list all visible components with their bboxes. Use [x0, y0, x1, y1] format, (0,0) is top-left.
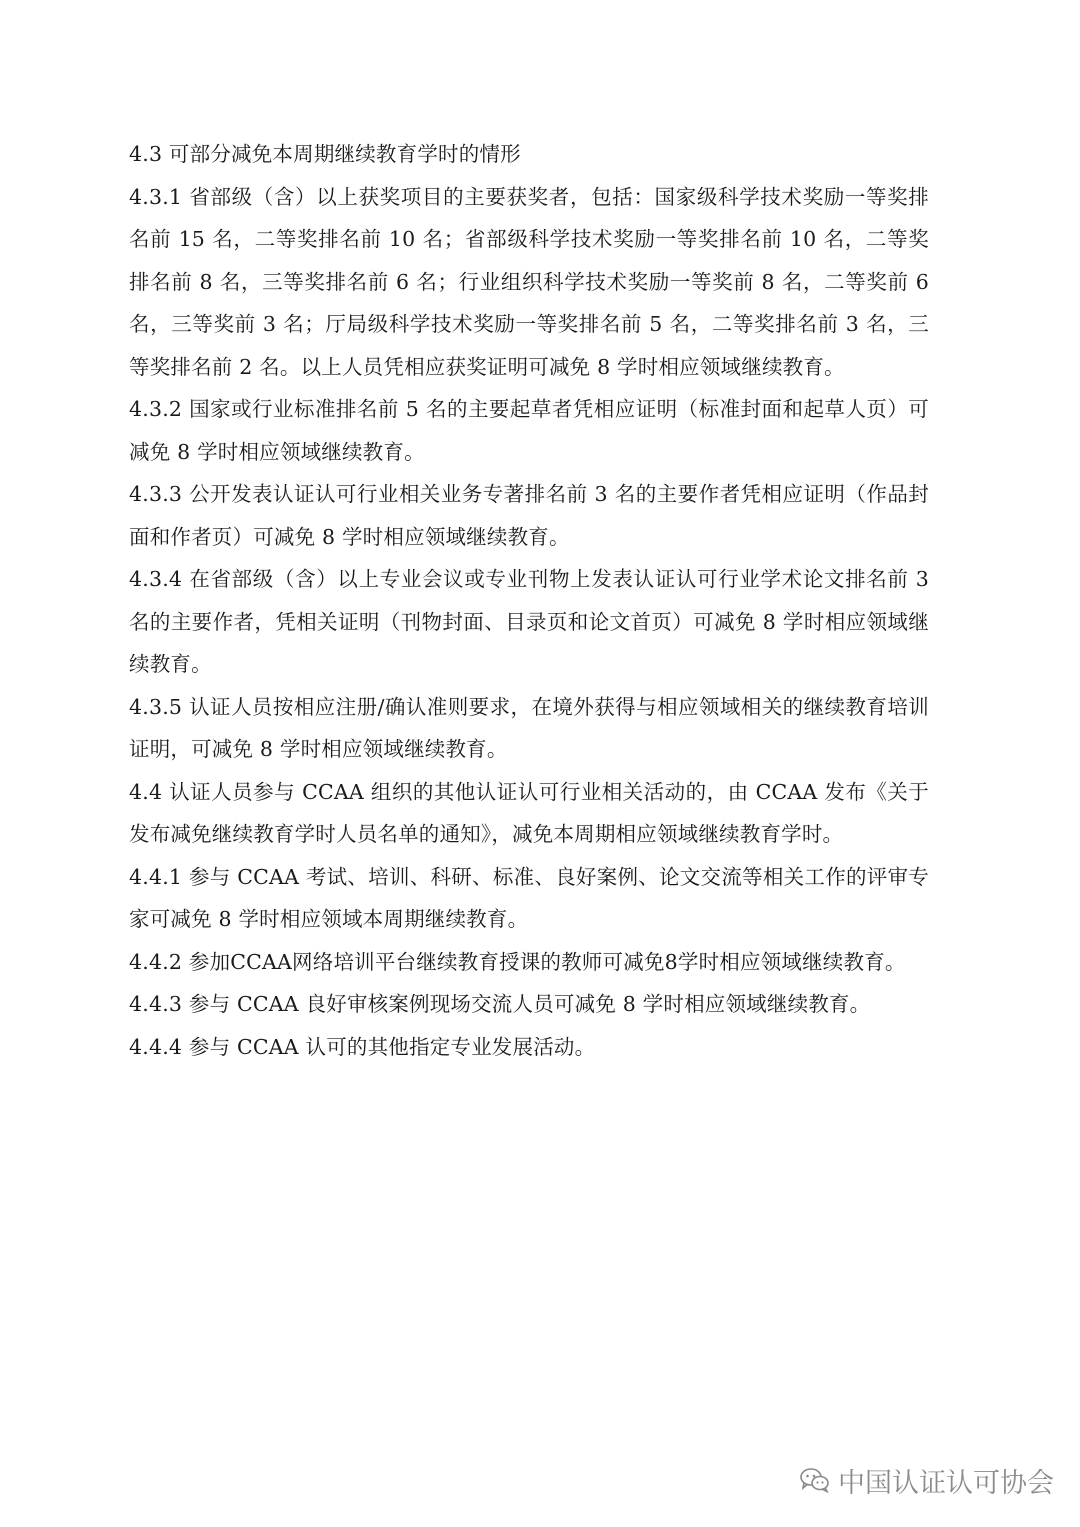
clause-4-3-4: 4.3.4 在省部级（含）以上专业会议或专业刊物上发表认证认可行业学术论文排名前 3 名的主要作者，凭相关证明（刊物封面、目录页和论文首页）可减免 8 学时相应领域继续教育。	[129, 567, 929, 676]
section-4-4: 4.4 认证人员参与 CCAA 组织的其他认证认可行业相关活动的，由 CCAA 发布《关于发布减免继续教育学时人员名单的通知》，减免本周期相应领域继续教育学时。	[129, 779, 929, 846]
clause-4-3-2: 4.3.2 国家或行业标准排名前 5 名的主要起草者凭相应证明（标准封面和起草人页）可减免 8 学时相应领域继续教育。	[129, 397, 929, 464]
document-body	[129, 133, 929, 1068]
clause-4-4-2: 4.4.2 参加CCAA网络培训平台继续教育授课的教师可减免8学时相应领域继续教育。	[129, 949, 906, 974]
clause-4-4-1: 4.4.1 参与 CCAA 考试、培训、科研、标准、良好案例、论文交流等相关工作的评审专家可减免 8 学时相应领域本周期继续教育。	[129, 864, 929, 931]
watermark	[800, 1460, 1054, 1500]
section-4-3-heading: 4.3 可部分减免本周期继续教育学时的情形	[129, 142, 521, 166]
clause-4-4-4: 4.4.4 参与 CCAA 认可的其他指定专业发展活动。	[129, 1034, 596, 1059]
clause-4-3-1: 4.3.1 省部级（含）以上获奖项目的主要获奖者，包括：国家级科学技术奖励一等奖排名前 15 名，二等奖排名前 10 名；省部级科学技术奖励一等奖排名前 10 名，二等奖排名前 8 名，三等奖排名前 6 名；行业组织科学技术奖励一等奖前 8 名，二等奖前 6 名，三等奖前 3 名；厅局级科学技术奖励一等奖排名前 5 名，二等奖排名前 3 名，三等奖排名前 2 名。以上人员凭相应获奖证明可减免 8 学时相应领域继续教育。	[129, 184, 929, 379]
wechat-icon	[800, 1467, 830, 1493]
watermark-text: 中国认证认可协会	[838, 1467, 1054, 1499]
clause-4-3-3: 4.3.3 公开发表认证认可行业相关业务专著排名前 3 名的主要作者凭相应证明（作品封面和作者页）可减免 8 学时相应领域继续教育。	[129, 482, 929, 549]
clause-4-4-3: 4.4.3 参与 CCAA 良好审核案例现场交流人员可减免 8 学时相应领域继续教育。	[129, 992, 871, 1016]
clause-4-3-5: 4.3.5 认证人员按相应注册/确认准则要求，在境外获得与相应领域相关的继续教育培训证明，可减免 8 学时相应领域继续教育。	[129, 694, 929, 761]
